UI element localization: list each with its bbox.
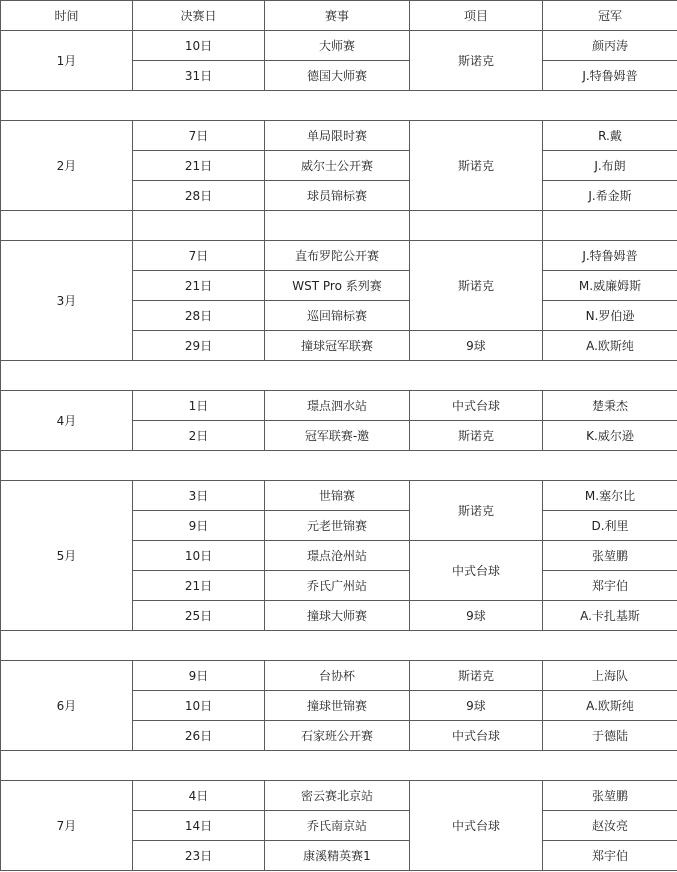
event-cell: 冠军联赛-邀 — [265, 421, 410, 451]
day-cell: 21日 — [133, 571, 265, 601]
month-cell: 6月 — [1, 661, 133, 751]
event-cell: 单局限时赛 — [265, 121, 410, 151]
day-cell: 25日 — [133, 601, 265, 631]
event-cell: 璟点沧州站 — [265, 541, 410, 571]
champion-cell: R.戴 — [543, 121, 677, 151]
champion-cell: N.罗伯逊 — [543, 301, 677, 331]
spacer-cell — [1, 631, 677, 661]
spacer-cell — [1, 361, 677, 391]
table-row — [1, 121, 677, 151]
champion-cell: M.塞尔比 — [543, 481, 677, 511]
event-cell: 撞球大师赛 — [265, 601, 410, 631]
month-cell: 7月 — [1, 781, 133, 871]
champion-cell: J.特鲁姆普 — [543, 61, 677, 91]
event-cell: WST Pro 系列赛 — [265, 271, 410, 301]
day-cell: 10日 — [133, 691, 265, 721]
day-cell: 1日 — [133, 391, 265, 421]
day-cell: 29日 — [133, 331, 265, 361]
day-cell: 28日 — [133, 301, 265, 331]
day-cell: 14日 — [133, 811, 265, 841]
champion-cell: 楚秉杰 — [543, 391, 677, 421]
project-cell: 中式台球 — [410, 391, 543, 421]
champion-cell: A.欧斯纯 — [543, 691, 677, 721]
header-final-day: 决赛日 — [133, 1, 265, 31]
champion-cell: J.布朗 — [543, 151, 677, 181]
month-cell: 1月 — [1, 31, 133, 91]
spacer-cell — [543, 211, 677, 241]
project-cell: 斯诺克 — [410, 421, 543, 451]
event-cell: 乔氏南京站 — [265, 811, 410, 841]
table-row — [1, 781, 677, 811]
champion-cell: 张堃鹏 — [543, 781, 677, 811]
day-cell: 23日 — [133, 841, 265, 871]
champion-cell: 赵汝亮 — [543, 811, 677, 841]
event-cell: 威尔士公开赛 — [265, 151, 410, 181]
champion-cell: M.威廉姆斯 — [543, 271, 677, 301]
champion-cell: D.利里 — [543, 511, 677, 541]
event-cell: 康溪精英赛1 — [265, 841, 410, 871]
project-cell: 中式台球 — [410, 781, 543, 871]
event-cell: 巡回锦标赛 — [265, 301, 410, 331]
table-row — [1, 481, 677, 511]
header-project: 项目 — [410, 1, 543, 31]
day-cell: 9日 — [133, 661, 265, 691]
spacer-cell — [1, 211, 133, 241]
event-cell: 乔氏广州站 — [265, 571, 410, 601]
day-cell: 2日 — [133, 421, 265, 451]
champion-cell: 上海队 — [543, 661, 677, 691]
table-row — [1, 661, 677, 691]
spacer-cell — [1, 451, 677, 481]
champion-cell: 于德陆 — [543, 721, 677, 751]
day-cell: 4日 — [133, 781, 265, 811]
champion-cell: A.欧斯纯 — [543, 331, 677, 361]
champion-cell: 郑宇伯 — [543, 841, 677, 871]
event-cell: 台协杯 — [265, 661, 410, 691]
day-cell: 7日 — [133, 241, 265, 271]
month-cell: 3月 — [1, 241, 133, 361]
event-cell: 撞球世锦赛 — [265, 691, 410, 721]
champion-cell: 郑宇伯 — [543, 571, 677, 601]
event-cell: 璟点泗水站 — [265, 391, 410, 421]
champion-cell: 颜丙涛 — [543, 31, 677, 61]
day-cell: 21日 — [133, 151, 265, 181]
event-cell: 球员锦标赛 — [265, 181, 410, 211]
header-champion: 冠军 — [543, 1, 677, 31]
spacer-cell — [133, 211, 265, 241]
project-cell: 中式台球 — [410, 721, 543, 751]
project-cell: 斯诺克 — [410, 661, 543, 691]
project-cell: 斯诺克 — [410, 241, 543, 331]
project-cell: 斯诺克 — [410, 121, 543, 211]
month-cell: 4月 — [1, 391, 133, 451]
spacer-row — [1, 631, 677, 661]
project-cell: 9球 — [410, 601, 543, 631]
spacer-row — [1, 751, 677, 781]
champion-cell: 张堃鹏 — [543, 541, 677, 571]
project-cell: 斯诺克 — [410, 31, 543, 91]
spacer-row — [1, 211, 677, 241]
champion-cell: A.卡扎基斯 — [543, 601, 677, 631]
event-cell: 直布罗陀公开赛 — [265, 241, 410, 271]
champion-cell: K.威尔逊 — [543, 421, 677, 451]
champion-cell: J.希金斯 — [543, 181, 677, 211]
day-cell: 26日 — [133, 721, 265, 751]
table-row — [1, 241, 677, 271]
spacer-row — [1, 451, 677, 481]
spacer-row — [1, 361, 677, 391]
event-cell: 密云赛北京站 — [265, 781, 410, 811]
project-cell: 9球 — [410, 331, 543, 361]
month-cell: 5月 — [1, 481, 133, 631]
spacer-cell — [1, 91, 677, 121]
day-cell: 10日 — [133, 31, 265, 61]
project-cell: 9球 — [410, 691, 543, 721]
day-cell: 9日 — [133, 511, 265, 541]
day-cell: 28日 — [133, 181, 265, 211]
project-cell: 中式台球 — [410, 541, 543, 601]
header-event: 赛事 — [265, 1, 410, 31]
event-cell: 德国大师赛 — [265, 61, 410, 91]
day-cell: 7日 — [133, 121, 265, 151]
table-row — [1, 31, 677, 61]
table-row — [1, 391, 677, 421]
spacer-cell — [1, 751, 677, 781]
event-cell: 石家班公开赛 — [265, 721, 410, 751]
day-cell: 3日 — [133, 481, 265, 511]
champion-cell: J.特鲁姆普 — [543, 241, 677, 271]
event-cell: 大师赛 — [265, 31, 410, 61]
spacer-cell — [265, 211, 410, 241]
day-cell: 10日 — [133, 541, 265, 571]
header-row — [1, 1, 677, 31]
month-cell: 2月 — [1, 121, 133, 211]
spacer-row — [1, 91, 677, 121]
event-cell: 世锦赛 — [265, 481, 410, 511]
spacer-cell — [410, 211, 543, 241]
event-cell: 元老世锦赛 — [265, 511, 410, 541]
day-cell: 21日 — [133, 271, 265, 301]
day-cell: 31日 — [133, 61, 265, 91]
header-time: 时间 — [1, 1, 133, 31]
project-cell: 斯诺克 — [410, 481, 543, 541]
event-cell: 撞球冠军联赛 — [265, 331, 410, 361]
